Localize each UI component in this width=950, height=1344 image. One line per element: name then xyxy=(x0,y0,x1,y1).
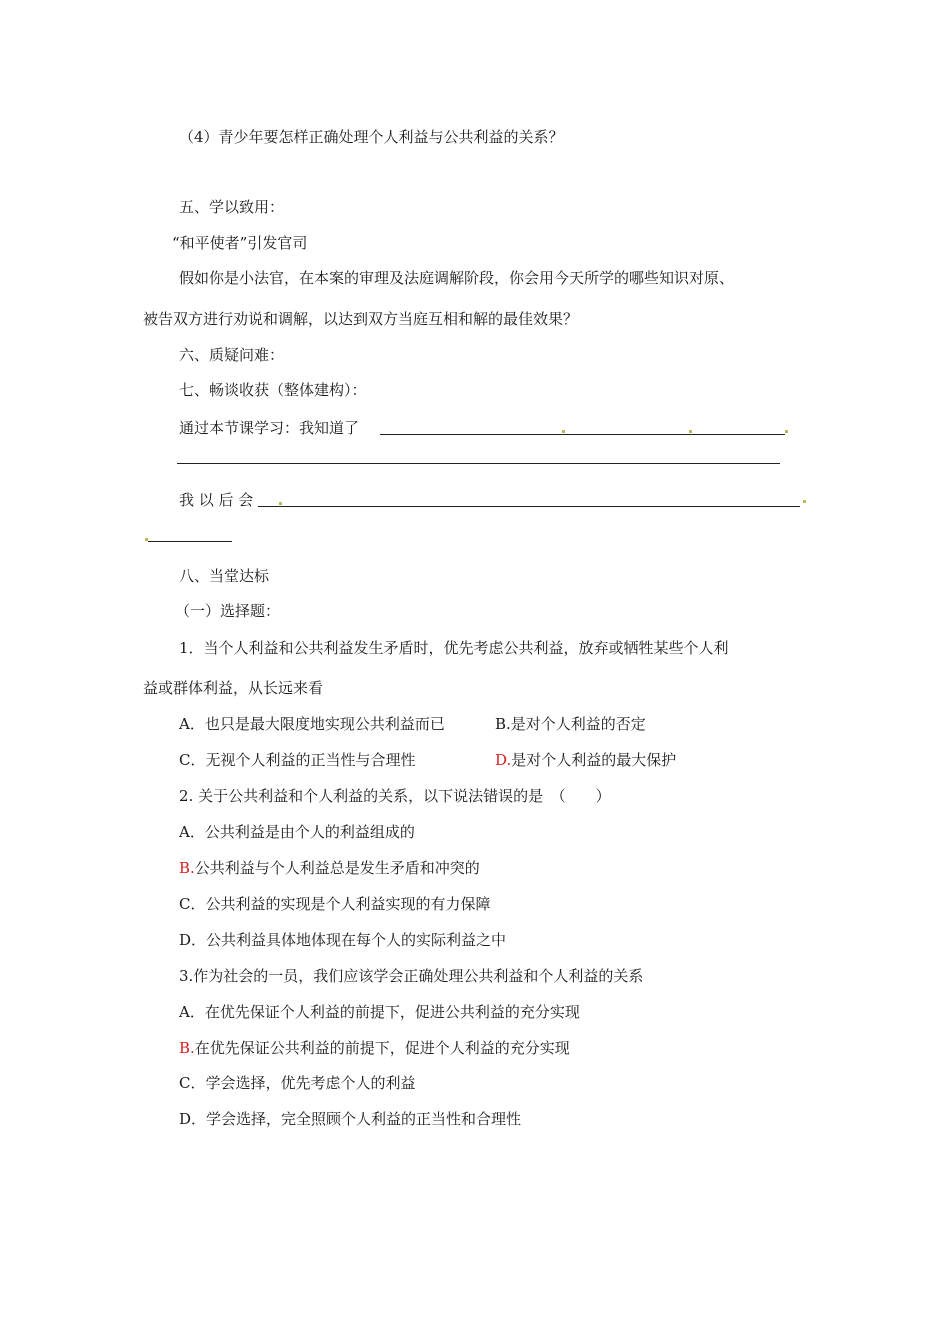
artifact-dot xyxy=(689,430,692,433)
q2-option-d: D．公共利益具体地体现在每个人的实际利益之中 xyxy=(179,931,507,949)
q3-option-b-text: 在优先保证公共利益的前提下，促进个人利益的充分实现 xyxy=(194,1039,570,1057)
case-paragraph-line-2: 被告双方进行劝说和调解，以达到双方当庭互相和解的最佳效果？ xyxy=(143,310,579,328)
q3-option-d: D．学会选择，完全照顾个人利益的正当性和合理性 xyxy=(179,1110,522,1128)
answer-letter: D. xyxy=(495,751,512,769)
section-5-heading: 五、学以致用： xyxy=(179,198,285,216)
answer-letter: B. xyxy=(179,1039,195,1057)
choice-subheading: （一）选择题： xyxy=(175,602,281,620)
artifact-dot xyxy=(279,502,282,505)
answer-letter: B. xyxy=(179,859,195,877)
section-6-heading: 六、质疑问难： xyxy=(179,346,285,364)
q1-option-b: B.是对个人利益的否定 xyxy=(495,715,646,733)
q2-option-c: C．公共利益的实现是个人利益实现的有力保障 xyxy=(179,895,491,913)
q1-option-d-text: 是对个人利益的最大保护 xyxy=(511,751,677,769)
section-8-heading: 八、当堂达标 xyxy=(179,567,270,585)
q2-option-b xyxy=(179,858,480,878)
section-7-heading: 七、畅谈收获（整体建构）： xyxy=(179,381,367,399)
know-prefix: 通过本节课学习：我知道了 xyxy=(179,419,360,437)
case-paragraph-line-1: 假如你是小法官，在本案的审理及法庭调解阶段，你会用今天所学的哪些知识对原、 xyxy=(179,269,735,287)
case-title: “和平使者”引发官司 xyxy=(172,234,308,252)
q3-option-c: C．学会选择，优先考虑个人的利益 xyxy=(179,1074,416,1092)
will-answer-blank xyxy=(258,506,800,507)
q3-stem: 3.作为社会的一员，我们应该学会正确处理公共利益和个人利益的关系 xyxy=(179,967,644,985)
q1-option-d xyxy=(495,750,676,770)
q1-option-c: C．无视个人利益的正当性与合理性 xyxy=(179,751,416,769)
q1-option-a: A．也只是最大限度地实现公共利益而已 xyxy=(179,715,445,733)
q2-option-a: A．公共利益是由个人的利益组成的 xyxy=(179,823,415,841)
will-prefix: 我 以 后 会 xyxy=(179,491,254,509)
q3-option-b xyxy=(179,1038,570,1058)
q1-stem-line-1: 1．当个人利益和公共利益发生矛盾时，优先考虑公共利益，放弃或牺牲某些个人利 xyxy=(179,639,729,657)
q3-option-a: A．在优先保证个人利益的前提下，促进公共利益的充分实现 xyxy=(179,1003,580,1021)
artifact-dot xyxy=(785,430,788,433)
artifact-dot xyxy=(803,500,806,503)
will-answer-blank-2 xyxy=(148,541,232,542)
know-answer-blank xyxy=(380,434,785,435)
question-4: （4）青少年要怎样正确处理个人利益与公共利益的关系？ xyxy=(179,128,564,146)
artifact-dot xyxy=(562,430,565,433)
q2-option-b-text: 公共利益与个人利益总是发生矛盾和冲突的 xyxy=(194,859,480,877)
q2-stem: 2. 关于公共利益和个人利益的关系，以下说法错误的是 （ ） xyxy=(179,787,611,805)
know-answer-blank-2 xyxy=(177,463,780,464)
q1-stem-line-2: 益或群体利益，从长远来看 xyxy=(143,679,324,697)
